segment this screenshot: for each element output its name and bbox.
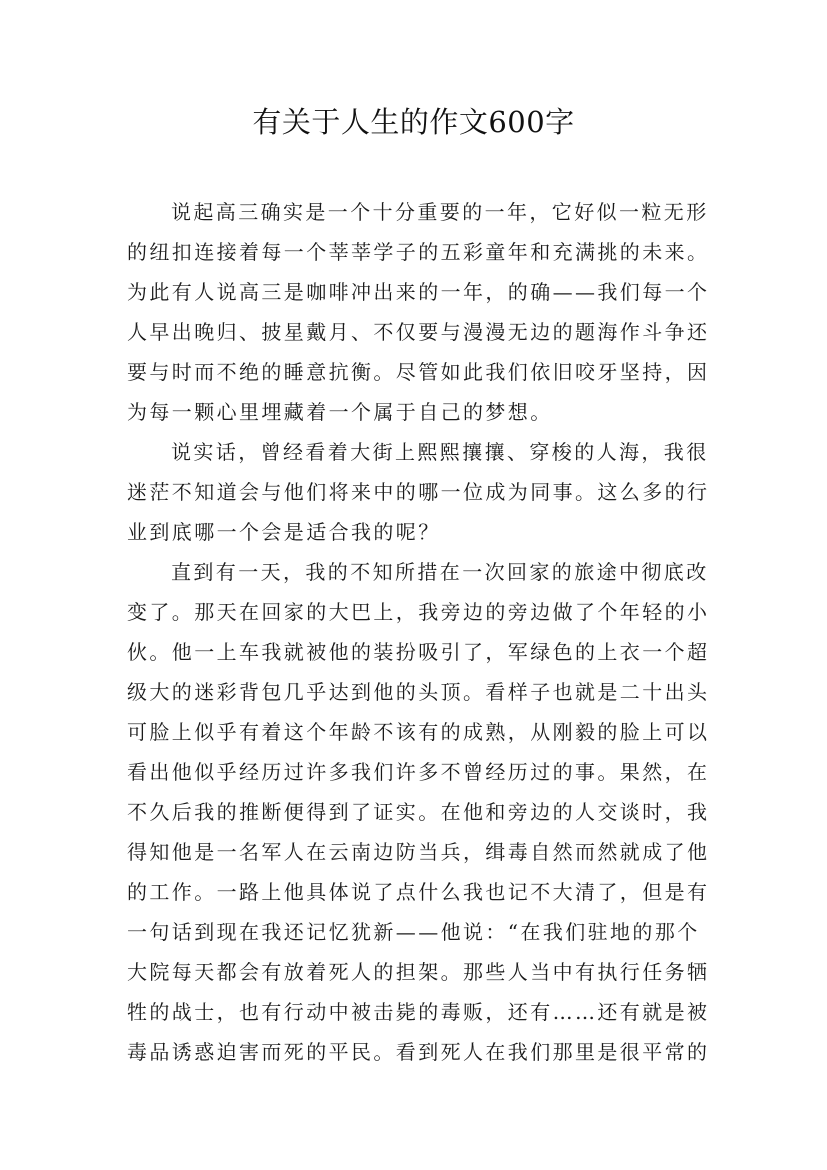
text-line: 变了。那天在回家的大巴上，我旁边的旁边做了个年轻的小 [127,600,710,624]
text-line: 业到底哪一个会是适合我的呢？ [127,520,441,544]
text-line: 大院每天都会有放着死人的担架。那些人当中有执行任务牺 [127,960,710,984]
text-line: 要与时而不绝的睡意抗衡。尽管如此我们依旧咬牙坚持，因 [127,360,710,384]
text-line: 直到有一天，我的不知所措在一次回家的旅途中彻底改 [171,560,709,584]
text-line: 为每一颗心里埋藏着一个属于自己的梦想。 [127,400,553,424]
text-line: 人早出晚归、披星戴月、不仅要与漫漫无边的题海作斗争还 [127,320,710,344]
text-line: 说实话，曾经看着大街上熙熙攘攘、穿梭的人海，我很 [171,440,709,464]
text-line: 的工作。一路上他具体说了点什么我也记不大清了，但是有 [127,880,710,904]
text-line: 级大的迷彩背包几乎达到他的头顶。看样子也就是二十出头 [127,680,710,704]
text-line: 说起高三确实是一个十分重要的一年，它好似一粒无形 [171,200,709,224]
text-line: 的纽扣连接着每一个莘莘学子的五彩童年和充满挑的未来。 [127,240,710,264]
text-line: 为此有人说高三是咖啡冲出来的一年，的确——我们每一个 [127,280,710,304]
text-line: 可脸上似乎有着这个年龄不该有的成熟，从刚毅的脸上可以 [127,720,710,744]
text-line: 牲的战士，也有行动中被击毙的毒贩，还有……还有就是被 [127,1000,710,1024]
text-line: 毒品诱惑迫害而死的平民。看到死人在我们那里是很平常的 [127,1040,710,1064]
text-line: 一句话到现在我还记忆犹新——他说：“在我们驻地的那个 [127,920,700,944]
document-title: 有关于人生的作文600字 [252,105,575,139]
text-line: 迷茫不知道会与他们将来中的哪一位成为同事。这么多的行 [127,480,710,504]
text-line: 看出他似乎经历过许多我们许多不曾经历过的事。果然，在 [127,760,710,784]
text-line: 伙。他一上车我就被他的装扮吸引了，军绿色的上衣一个超 [127,640,710,664]
document-body [127,192,717,1072]
text-line: 得知他是一名军人在云南边防当兵，缉毒自然而然就成了他 [127,840,710,864]
text-line: 不久后我的推断便得到了证实。在他和旁边的人交谈时，我 [127,800,710,824]
